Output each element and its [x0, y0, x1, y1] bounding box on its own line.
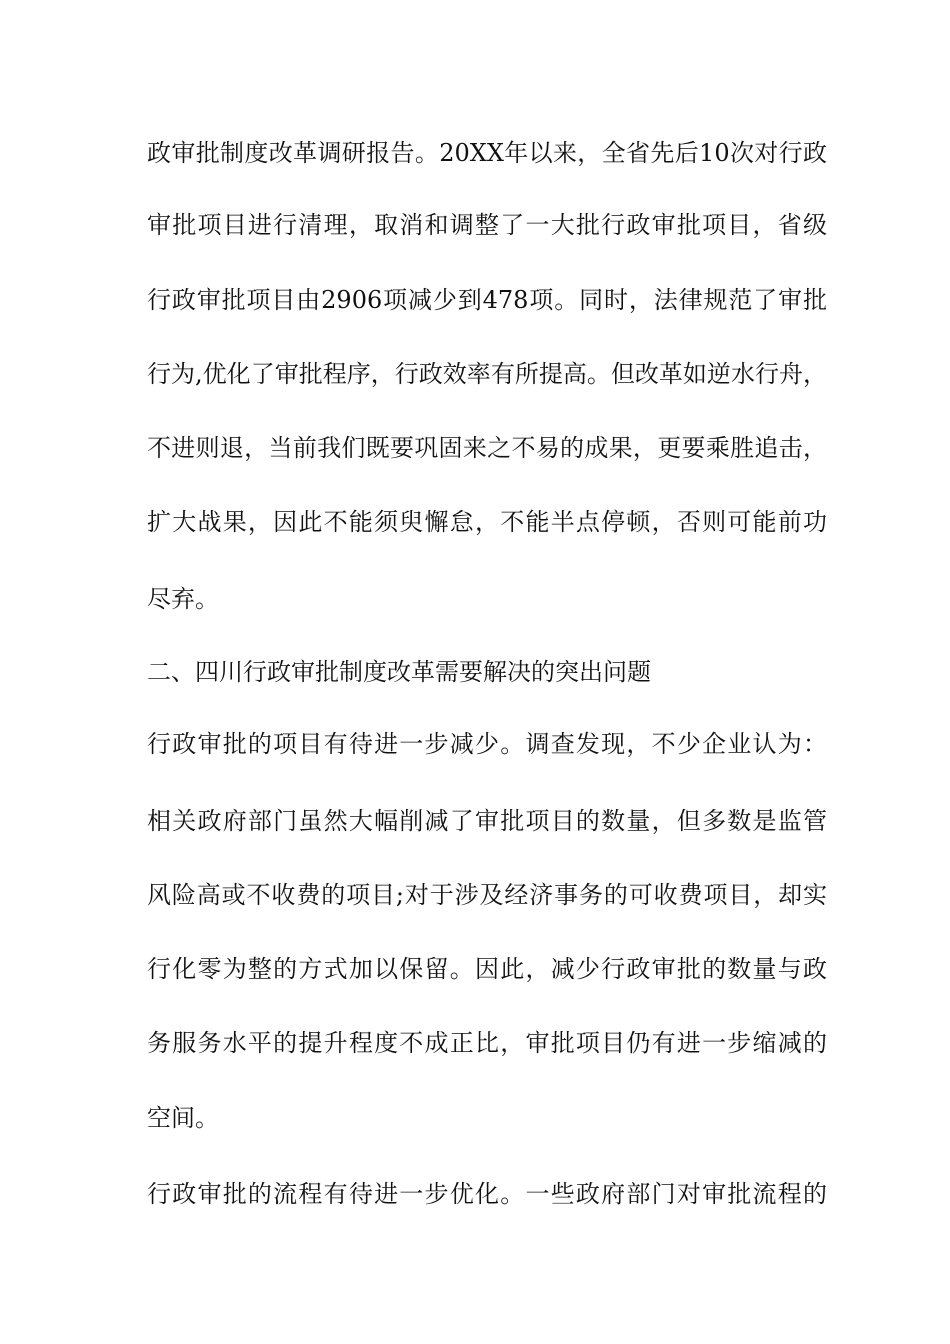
text-line: 审批项目进行清理，取消和调整了一大批行政审批项目，省级 [147, 211, 827, 239]
text-line: 扩大战果，因此不能须臾懈怠，不能半点停顿，否则可能前功 [147, 508, 827, 536]
section-heading: 二、四川行政审批制度改革需要解决的突出问题 [147, 658, 651, 686]
text-line: 政审批制度改革调研报告。20XX年以来，全省先后10次对行政 [147, 139, 827, 167]
text-line: 尽弃。 [147, 585, 219, 613]
text-line: 行政审批项目由2906项减少到478项。同时，法律规范了审批 [147, 286, 827, 314]
text-line: 相关政府部门虽然大幅削减了审批项目的数量，但多数是监管 [147, 807, 827, 835]
text-line: 不进则退，当前我们既要巩固来之不易的成果，更要乘胜追击， [147, 434, 827, 462]
text-line: 风险高或不收费的项目;对于涉及经济事务的可收费项目，却实 [147, 881, 827, 909]
text-line: 行政审批的项目有待进一步减少。调查发现，不少企业认为： [147, 730, 827, 758]
text-line: 行政审批的流程有待进一步优化。一些政府部门对审批流程的 [147, 1180, 827, 1208]
text-line: 务服务水平的提升程度不成正比，审批项目仍有进一步缩减的 [147, 1029, 827, 1057]
text-line: 行为,优化了审批程序，行政效率有所提高。但改革如逆水行舟， [147, 360, 827, 388]
text-line: 行化零为整的方式加以保留。因此，减少行政审批的数量与政 [147, 955, 827, 983]
text-line: 空间。 [147, 1104, 219, 1132]
